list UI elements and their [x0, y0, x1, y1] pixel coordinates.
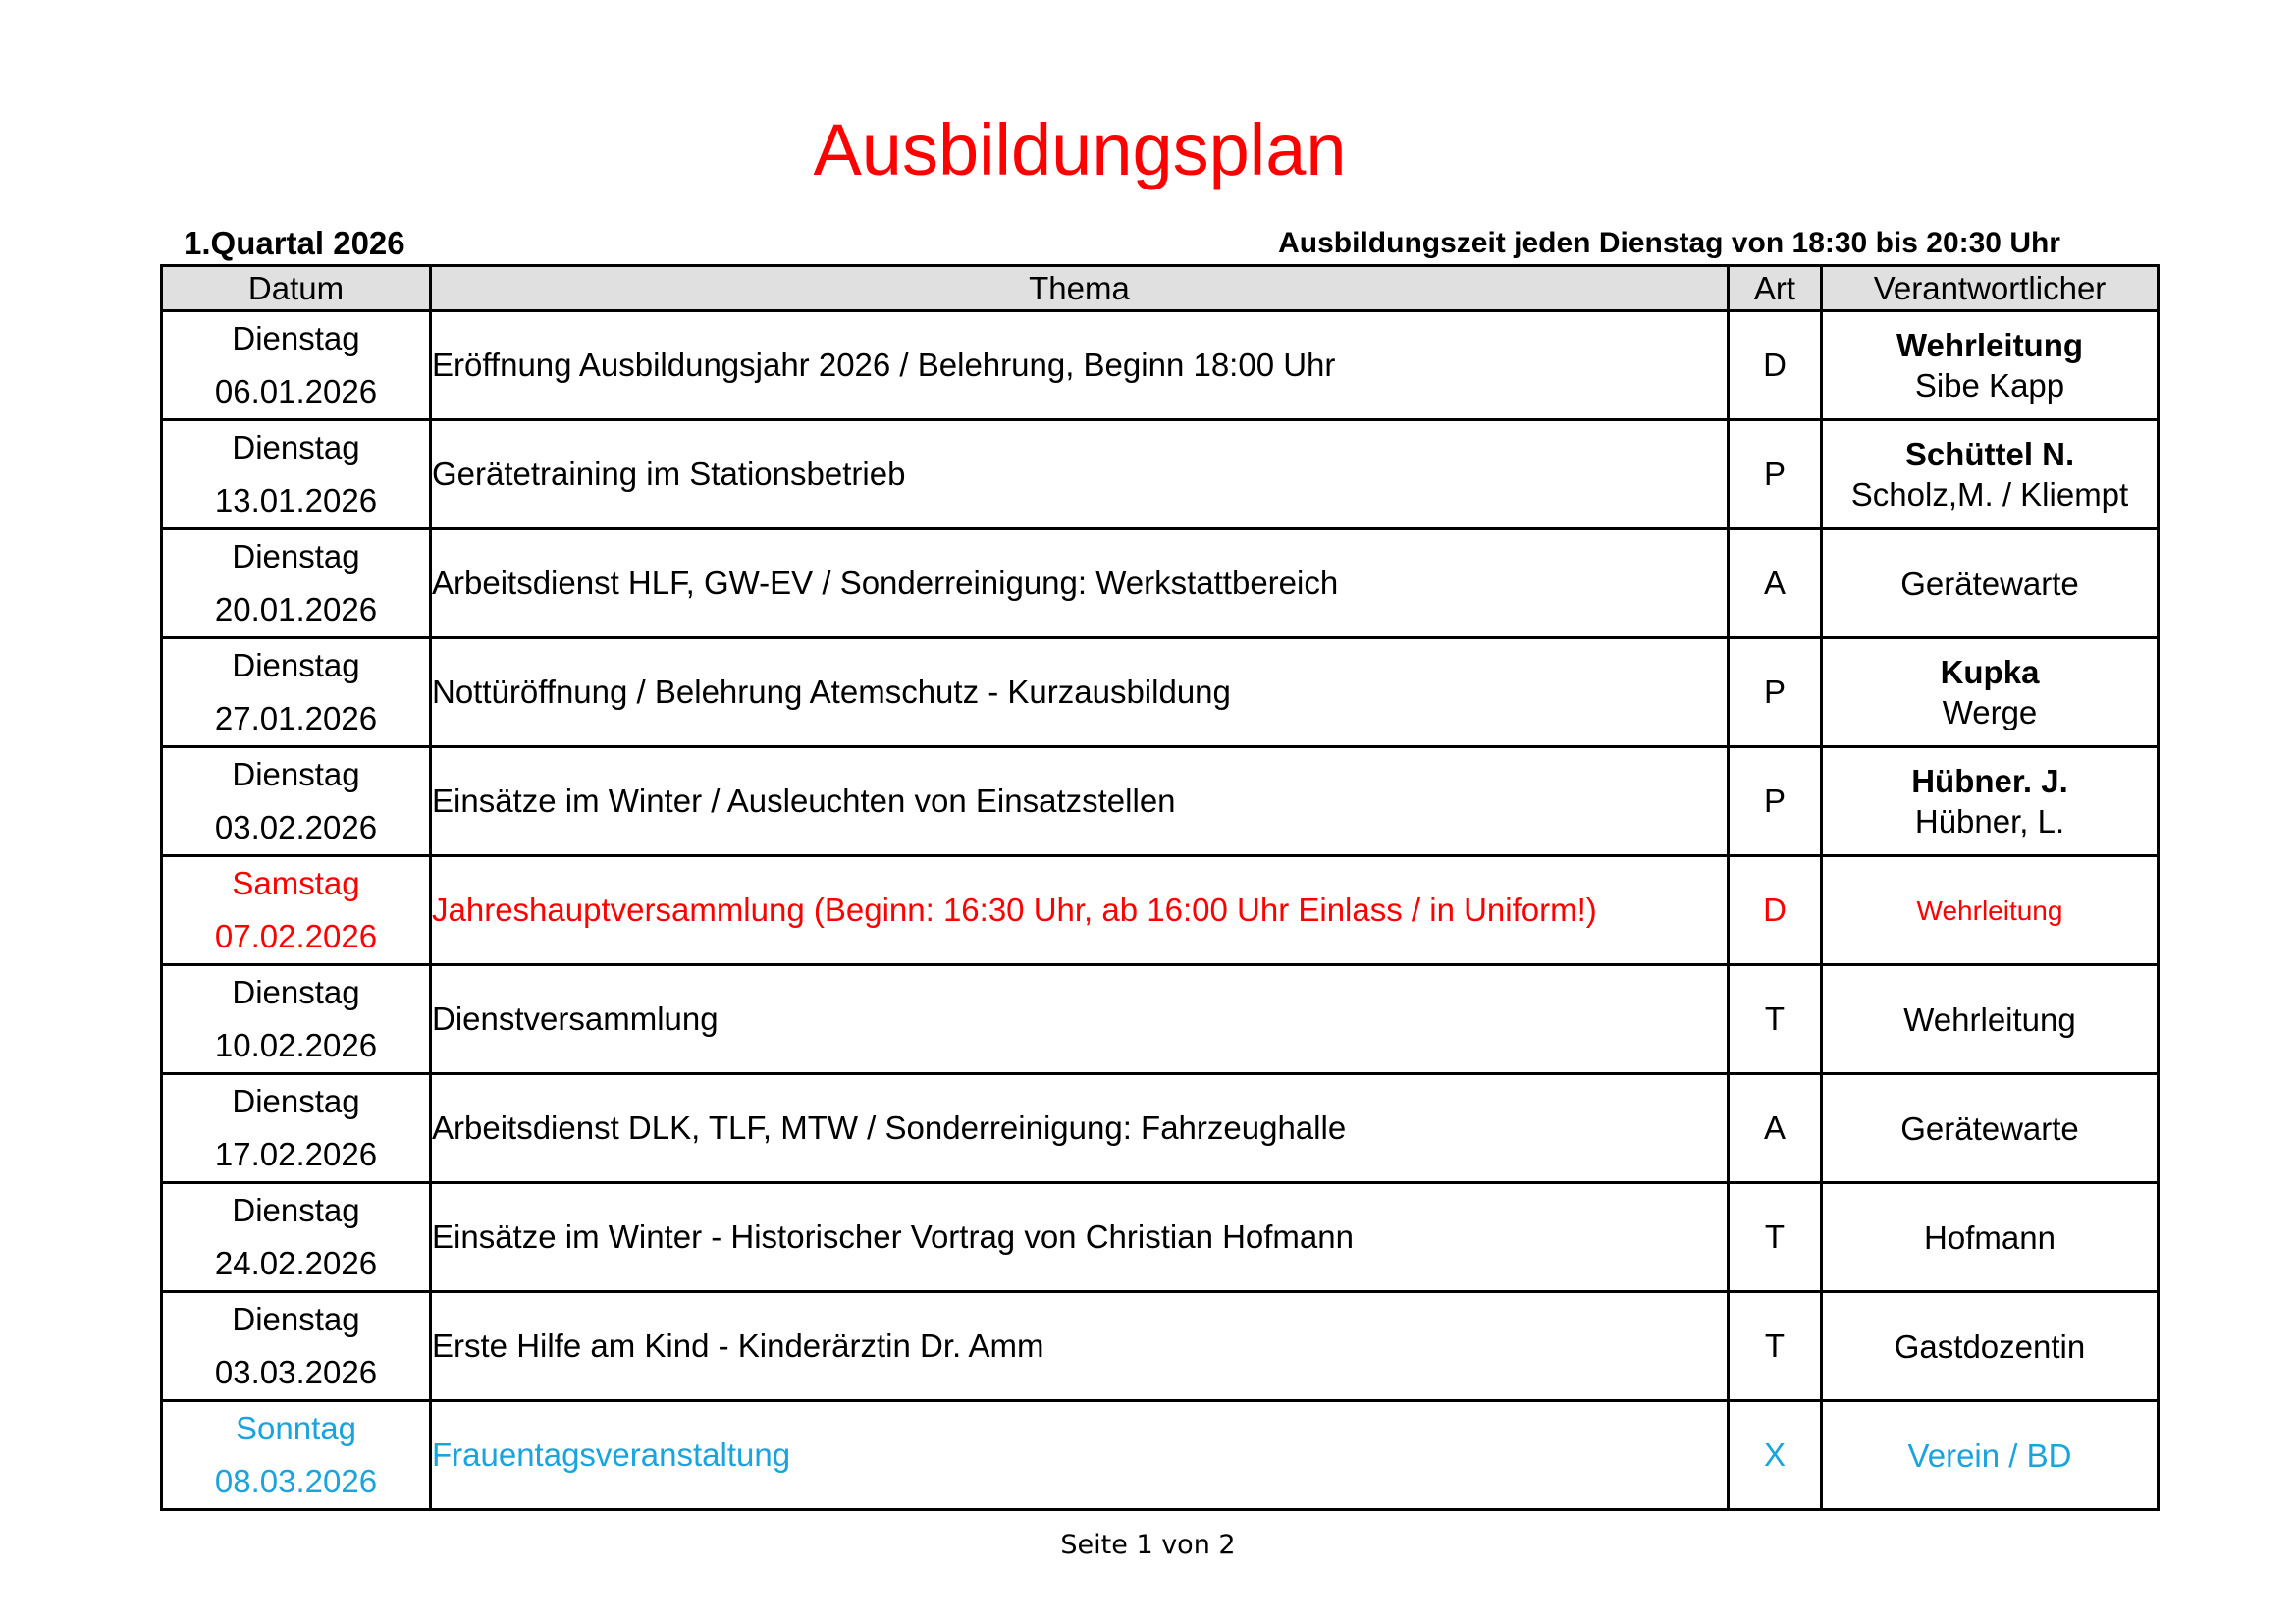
- table-row: [162, 1183, 2159, 1292]
- cell-date: [162, 1074, 431, 1183]
- table-row: [162, 747, 2159, 856]
- date-label: 17.02.2026: [214, 1136, 378, 1172]
- cell-responsible: [1822, 1074, 2159, 1183]
- cell-art: A: [1729, 529, 1822, 638]
- cell-date: [162, 1401, 431, 1510]
- responsible-name: Hübner, L.: [1914, 803, 2065, 839]
- cell-date: [162, 311, 431, 420]
- weekday-label: Dienstag: [232, 647, 360, 683]
- cell-responsible: [1822, 1401, 2159, 1510]
- cell-topic: Dienstversammlung: [431, 965, 1729, 1074]
- header-topic: Thema: [431, 266, 1729, 311]
- responsible-name: Sibe Kapp: [1914, 367, 2065, 404]
- table-row: [162, 1292, 2159, 1401]
- header-art: Art: [1729, 266, 1822, 311]
- cell-art: T: [1729, 1292, 1822, 1401]
- cell-art: D: [1729, 856, 1822, 965]
- table-row: [162, 311, 2159, 420]
- cell-topic: Arbeitsdienst HLF, GW-EV / Sonderreinigung: Werkstattbereich: [431, 529, 1729, 638]
- page-title: Ausbildungsplan: [813, 109, 1347, 190]
- cell-topic: Eröffnung Ausbildungsjahr 2026 / Belehrung, Beginn 18:00 Uhr: [431, 311, 1729, 420]
- responsible-lead: Kupka: [1940, 654, 2040, 690]
- cell-date: [162, 1183, 431, 1292]
- cell-date: [162, 529, 431, 638]
- date-label: 20.01.2026: [214, 591, 378, 627]
- cell-topic: Arbeitsdienst DLK, TLF, MTW / Sonderreinigung: Fahrzeughalle: [431, 1074, 1729, 1183]
- cell-responsible: [1822, 638, 2159, 747]
- table-row: [162, 856, 2159, 965]
- cell-art: D: [1729, 311, 1822, 420]
- cell-topic: Jahreshauptversammlung (Beginn: 16:30 Uhr, ab 16:00 Uhr Einlass / in Uniform!): [431, 856, 1729, 965]
- cell-responsible: [1822, 529, 2159, 638]
- table-header-row: [162, 266, 2159, 311]
- cell-topic: Erste Hilfe am Kind - Kinderärztin Dr. Amm: [431, 1292, 1729, 1401]
- responsible-lead: Wehrleitung: [1896, 327, 2084, 363]
- cell-art: P: [1729, 747, 1822, 856]
- cell-art: A: [1729, 1074, 1822, 1183]
- cell-date: [162, 856, 431, 965]
- table-row: [162, 420, 2159, 529]
- header-responsible: Verantwortlicher: [1822, 266, 2159, 311]
- responsible-name: Werge: [1942, 694, 2038, 730]
- date-label: 13.01.2026: [214, 482, 378, 518]
- weekday-label: Dienstag: [232, 1083, 360, 1119]
- cell-date: [162, 965, 431, 1074]
- quarter-label: 1.Quartal 2026: [184, 225, 405, 261]
- weekday-label: Dienstag: [232, 756, 360, 792]
- responsible-lead: Schüttel N.: [1904, 436, 2075, 472]
- responsible-name: Gerätewarte: [1900, 565, 2079, 602]
- weekday-label: Dienstag: [232, 1301, 360, 1337]
- table-row: [162, 638, 2159, 747]
- weekday-label: Dienstag: [232, 538, 360, 574]
- date-label: 08.03.2026: [214, 1463, 378, 1499]
- responsible-name: Wehrleitung: [1903, 1001, 2076, 1038]
- weekday-label: Dienstag: [232, 320, 360, 356]
- cell-responsible: [1822, 965, 2159, 1074]
- date-label: 07.02.2026: [214, 918, 378, 954]
- table-row: [162, 1074, 2159, 1183]
- cell-art: T: [1729, 1183, 1822, 1292]
- page-footer: Seite 1 von 2: [1060, 1530, 1236, 1560]
- cell-responsible: [1822, 420, 2159, 529]
- responsible-name: Gerätewarte: [1900, 1109, 2079, 1147]
- table-row: [162, 965, 2159, 1074]
- cell-date: [162, 420, 431, 529]
- cell-responsible: [1822, 856, 2159, 965]
- responsible-name: Wehrleitung: [1916, 894, 2063, 926]
- cell-art: P: [1729, 420, 1822, 529]
- cell-topic: Nottüröffnung / Belehrung Atemschutz - Kurzausbildung: [431, 638, 1729, 747]
- weekday-label: Dienstag: [232, 429, 360, 465]
- cell-date: [162, 638, 431, 747]
- header-date: Datum: [162, 266, 431, 311]
- table-body: [162, 311, 2159, 1510]
- responsible-lead: Hübner. J.: [1911, 763, 2068, 799]
- date-label: 24.02.2026: [214, 1245, 378, 1281]
- cell-responsible: [1822, 747, 2159, 856]
- cell-date: [162, 747, 431, 856]
- cell-responsible: [1822, 311, 2159, 420]
- date-label: 03.03.2026: [214, 1354, 378, 1390]
- responsible-name: Scholz,M. / Kliempt: [1850, 476, 2129, 513]
- weekday-label: Samstag: [232, 865, 360, 901]
- cell-art: T: [1729, 965, 1822, 1074]
- table-row: [162, 1401, 2159, 1510]
- cell-topic: Einsätze im Winter / Ausleuchten von Einsatzstellen: [431, 747, 1729, 856]
- cell-responsible: [1822, 1292, 2159, 1401]
- table-row: [162, 529, 2159, 638]
- responsible-name: Gastdozentin: [1894, 1327, 2086, 1365]
- date-label: 03.02.2026: [214, 809, 378, 845]
- cell-responsible: [1822, 1183, 2159, 1292]
- cell-art: P: [1729, 638, 1822, 747]
- date-label: 10.02.2026: [214, 1027, 378, 1063]
- training-time-info: Ausbildungszeit jeden Dienstag von 18:30 bis 20:30 Uhr: [1278, 227, 2060, 259]
- cell-topic: Gerätetraining im Stationsbetrieb: [431, 420, 1729, 529]
- training-schedule-table: [160, 264, 2160, 1511]
- weekday-label: Dienstag: [232, 1192, 360, 1228]
- weekday-label: Sonntag: [236, 1410, 356, 1446]
- cell-art: X: [1729, 1401, 1822, 1510]
- responsible-name: Verein / BD: [1907, 1436, 2072, 1474]
- cell-topic: Einsätze im Winter - Historischer Vortrag von Christian Hofmann: [431, 1183, 1729, 1292]
- cell-date: [162, 1292, 431, 1401]
- date-label: 27.01.2026: [214, 700, 378, 736]
- cell-topic: Frauentagsveranstaltung: [431, 1401, 1729, 1510]
- responsible-name: Hofmann: [1924, 1218, 2056, 1256]
- weekday-label: Dienstag: [232, 974, 360, 1010]
- date-label: 06.01.2026: [214, 373, 378, 409]
